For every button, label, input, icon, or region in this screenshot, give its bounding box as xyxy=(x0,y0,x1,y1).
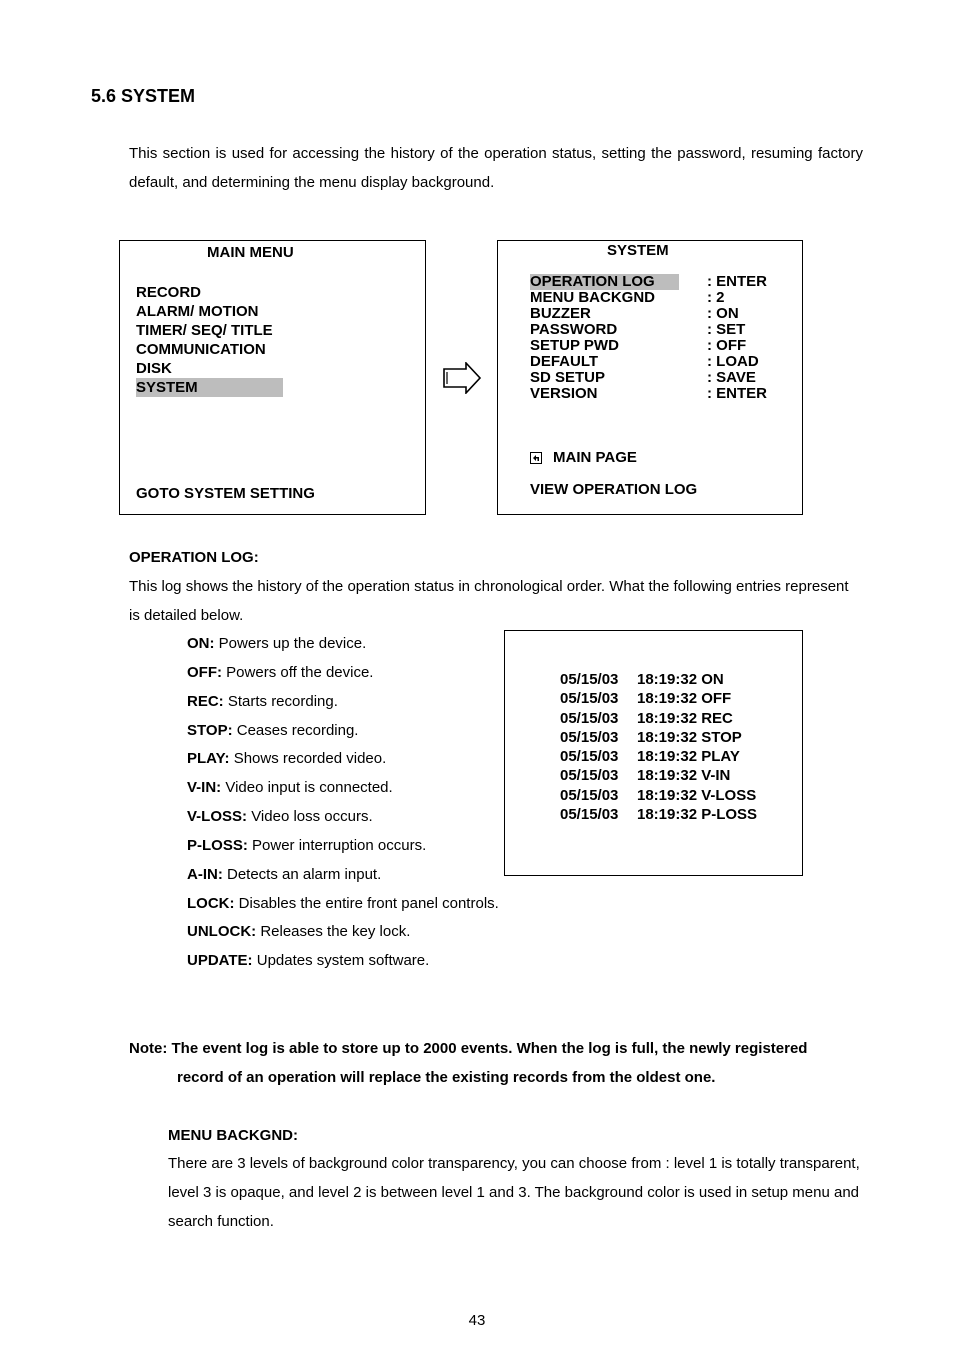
note-line-1: Note: The event log is able to store up to 2000 events. When the log is full, the newly registered xyxy=(129,1040,808,1057)
main-menu-footer: GOTO SYSTEM SETTING xyxy=(136,485,315,502)
menu-item-label: ALARM/ MOTION xyxy=(136,303,259,320)
entry-term: STOP: xyxy=(187,721,233,739)
entry-desc: Starts recording. xyxy=(227,692,338,710)
operation-log-screen xyxy=(504,630,803,876)
entry-v-in xyxy=(187,774,499,803)
entry-rec xyxy=(187,688,499,717)
log-date: 05/15/03 xyxy=(560,671,619,688)
row-key: MENU BACKGND xyxy=(530,289,655,306)
entry-term: REC: xyxy=(187,692,224,710)
entry-desc: Releases the key lock. xyxy=(260,923,411,941)
entry-play xyxy=(187,745,499,774)
log-row xyxy=(560,709,800,728)
log-event: 18:19:32 V-LOSS xyxy=(637,786,757,804)
row-value: : ON xyxy=(707,305,739,322)
log-date: 05/15/03 xyxy=(560,709,619,727)
entry-on xyxy=(187,630,499,659)
entry-term: LOCK: xyxy=(187,894,235,912)
entry-term: UPDATE: xyxy=(187,952,253,970)
system-menu-panel xyxy=(497,240,803,515)
main-menu-title: MAIN MENU xyxy=(207,244,294,261)
system-menu-title: SYSTEM xyxy=(607,242,669,259)
row-value: : SAVE xyxy=(707,369,756,386)
entry-term: A-IN: xyxy=(187,865,223,883)
operation-log-description: This log shows the history of the operation status in chronological order. What the following entries represent is detailed below. xyxy=(129,578,849,624)
row-key: VERSION xyxy=(530,385,598,402)
entry-desc: Disables the entire front panel controls. xyxy=(238,894,499,912)
row-key: DEFAULT xyxy=(530,353,599,370)
menu-item-label: COMMUNICATION xyxy=(136,341,266,358)
return-icon[interactable] xyxy=(530,452,542,464)
main-menu-item-record[interactable] xyxy=(136,283,283,302)
main-menu-item-communication[interactable] xyxy=(136,340,283,359)
entry-v-loss xyxy=(187,803,499,832)
row-key: SD SETUP xyxy=(530,369,606,386)
entry-term: ON: xyxy=(187,635,215,652)
menu-item-label: RECORD xyxy=(136,284,202,301)
entry-desc: Video input is connected. xyxy=(225,779,393,797)
entry-lock xyxy=(187,890,499,919)
log-date: 05/15/03 xyxy=(560,806,619,824)
log-date: 05/15/03 xyxy=(560,748,619,766)
entry-p-loss xyxy=(187,832,499,861)
log-list xyxy=(560,670,800,824)
log-date: 05/15/03 xyxy=(560,767,619,785)
log-row xyxy=(560,805,800,824)
section-title: 5.6 SYSTEM xyxy=(91,86,196,106)
main-menu-panel xyxy=(119,240,426,515)
note xyxy=(129,1034,869,1092)
main-menu-item-system[interactable] xyxy=(136,378,283,397)
menu-item-label: TIMER/ SEQ/ TITLE xyxy=(136,322,273,339)
entry-a-in xyxy=(187,861,499,890)
row-value: : OFF xyxy=(707,337,747,354)
menu-item-label: DISK xyxy=(136,360,172,377)
entry-term: OFF: xyxy=(187,663,222,681)
entry-desc: Detects an alarm input. xyxy=(227,865,382,883)
log-row xyxy=(560,747,800,766)
main-menu-list xyxy=(136,283,283,397)
log-date: 05/15/03 xyxy=(560,728,619,746)
log-event: 18:19:32 ON xyxy=(637,671,724,688)
entry-off xyxy=(187,659,499,688)
entry-unlock xyxy=(187,918,499,947)
row-key: PASSWORD xyxy=(530,321,618,338)
system-menu-footer: VIEW OPERATION LOG xyxy=(530,481,698,498)
log-event: 18:19:32 STOP xyxy=(637,728,742,746)
entry-desc: Power interruption occurs. xyxy=(252,836,427,854)
right-arrow-icon xyxy=(442,362,482,394)
intro-paragraph: This section is used for accessing the history of the operation status, setting the password, resuming factory default, and determining the menu display background. xyxy=(129,145,863,191)
entry-desc: Updates system software. xyxy=(256,952,430,970)
entry-term: UNLOCK: xyxy=(187,923,257,941)
note-line-2: record of an operation will replace the existing records from the oldest one. xyxy=(177,1069,716,1086)
log-event: 18:19:32 REC xyxy=(637,709,733,727)
log-event: 18:19:32 P-LOSS xyxy=(637,806,758,824)
entry-stop xyxy=(187,717,499,746)
log-event: 18:19:32 OFF xyxy=(637,690,732,708)
entry-desc: Shows recorded video. xyxy=(233,750,387,768)
log-event: 18:19:32 V-IN xyxy=(637,767,731,785)
main-menu-item-alarm-motion[interactable] xyxy=(136,302,283,321)
log-row xyxy=(560,766,800,785)
log-date: 05/15/03 xyxy=(560,690,619,708)
menu-item-label-selected: SYSTEM xyxy=(136,378,283,397)
entry-term: PLAY: xyxy=(187,750,230,768)
menu-backgnd-heading: MENU BACKGND: xyxy=(168,1127,298,1144)
entry-term: V-LOSS: xyxy=(187,808,248,826)
entry-term: V-IN: xyxy=(187,779,222,797)
row-key: SETUP PWD xyxy=(530,337,619,354)
entry-desc: Ceases recording. xyxy=(236,721,359,739)
entry-desc: Video loss occurs. xyxy=(251,808,373,826)
log-entry-definitions xyxy=(187,630,499,976)
page-number: 43 xyxy=(468,1312,486,1329)
row-key: BUZZER xyxy=(530,305,591,322)
log-event: 18:19:32 PLAY xyxy=(637,748,740,766)
main-menu-item-timer-seq-title[interactable] xyxy=(136,321,283,340)
operation-log-heading: OPERATION LOG: xyxy=(129,549,259,566)
log-row xyxy=(560,786,800,805)
row-value: : LOAD xyxy=(707,353,759,370)
row-key: OPERATION LOG xyxy=(530,274,679,290)
row-value: : ENTER xyxy=(707,273,767,290)
row-value: : SET xyxy=(707,321,746,338)
log-row xyxy=(560,728,800,747)
entry-term: P-LOSS: xyxy=(187,836,248,854)
entry-desc: Powers up the device. xyxy=(218,635,367,652)
log-date: 05/15/03 xyxy=(560,786,619,804)
menu-backgnd-description: There are 3 levels of background color transparency, you can choose from : level 1 is totally transparent, level 3 is opaque, and level 2 is between level 1 and 3. The background color is used in setup menu and search function. xyxy=(168,1155,860,1230)
row-value: : 2 xyxy=(707,289,725,306)
entry-update xyxy=(187,947,499,976)
entry-desc: Powers off the device. xyxy=(226,663,374,681)
main-menu-item-disk[interactable] xyxy=(136,359,283,378)
log-row xyxy=(560,670,800,689)
main-page-link[interactable]: MAIN PAGE xyxy=(553,449,637,466)
row-value: : ENTER xyxy=(707,385,767,402)
log-row xyxy=(560,689,800,708)
